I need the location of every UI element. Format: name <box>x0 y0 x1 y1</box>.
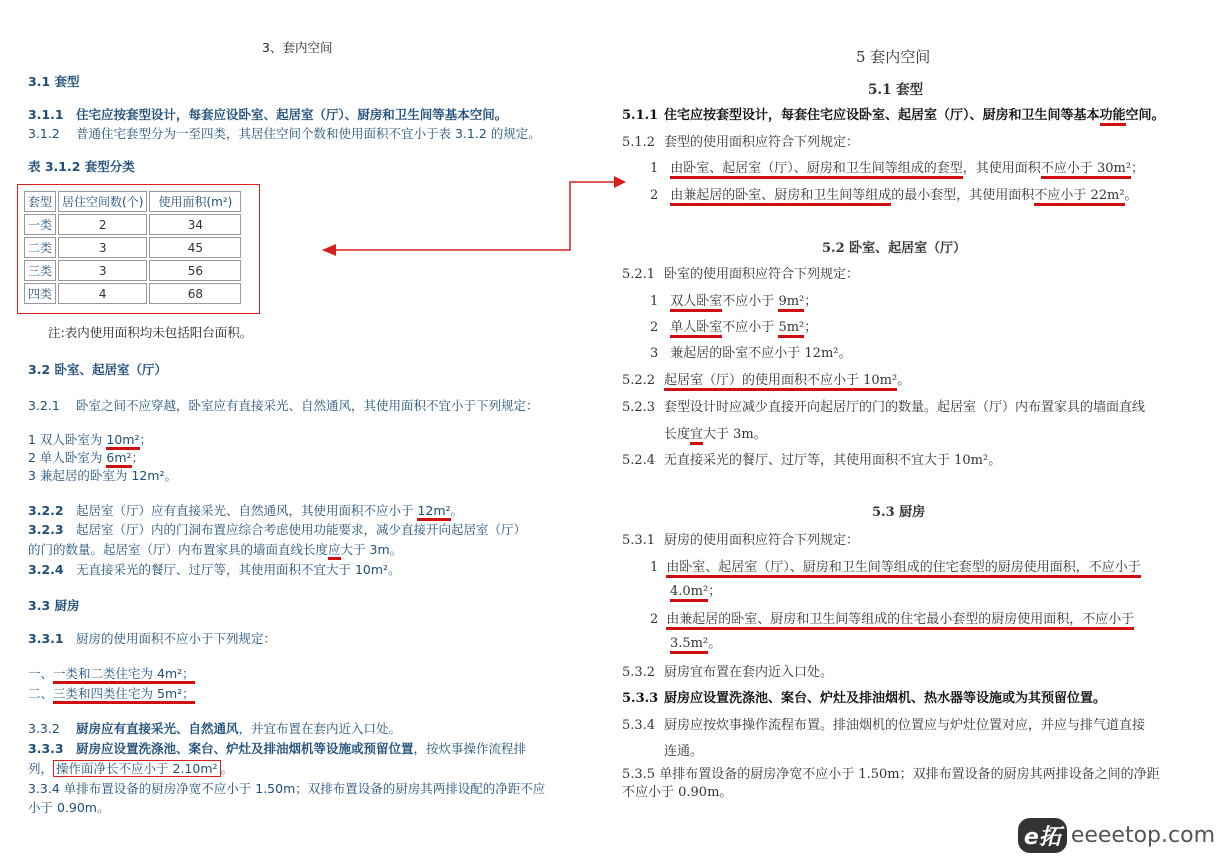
clause-number: 3.2.2 <box>28 503 64 518</box>
right-bedroom-item-3 <box>650 342 852 361</box>
right-clause-5-3-4-cont: 连通。 <box>664 744 704 759</box>
left-kitchen-item-2 <box>28 684 195 702</box>
item-text: ； <box>1131 161 1145 176</box>
clause-text: 住宅应按套型设计，每套应设卧室、起居室（厅）、厨房和卫生间等基本空间。 <box>76 107 508 122</box>
right-kitchen-item-2 <box>650 608 1134 627</box>
table-header: 使用面积(m²) <box>149 191 241 212</box>
right-kitchen-item-1 <box>650 556 1141 575</box>
underlined-text: 由卧室、起居室（厅）、厨房和卫生间等组成的套型 <box>670 161 963 179</box>
underlined-value: 三类和四类住宅为 5m²； <box>53 686 195 704</box>
right-section-5-1: 5.1 套型 <box>868 82 924 98</box>
item-text: 的最小套型，其使用面积 <box>891 188 1035 203</box>
item-text: 不应小于 <box>722 294 779 309</box>
clause-text: 大于 3m。 <box>703 427 767 442</box>
item-text: ； <box>131 450 145 465</box>
table-cell: 56 <box>149 260 241 281</box>
underlined-value: 9m² <box>778 294 804 312</box>
right-clause-5-2-3 <box>622 396 1145 415</box>
right-clause-5-3-3 <box>622 687 1106 706</box>
clause-number: 3.1.1 <box>28 107 64 122</box>
underlined-value: 4.0m² <box>670 584 708 602</box>
table-row <box>24 214 241 235</box>
clause-number: 5.2.4 <box>622 453 656 468</box>
right-clause-5-1-2 <box>622 131 859 150</box>
table-cell: 3 <box>58 237 147 258</box>
item-text: 不应小于 <box>722 320 779 335</box>
clause-text: 起居室（厅）内的门洞布置应综合考虑使用功能要求，减少直接开向起居室（厅） <box>76 522 527 537</box>
left-clause-3-2-3 <box>28 520 526 538</box>
table-cell: 四类 <box>24 283 56 304</box>
left-clause-3-2-4 <box>28 560 401 578</box>
clause-text: 套型的使用面积应符合下列规定： <box>664 135 860 150</box>
clause-text: 空间。 <box>1125 108 1165 123</box>
item-number: 2 <box>650 320 659 335</box>
left-section-3-3: 3.3 厨房 <box>28 598 80 613</box>
right-chapter-title: 5 套内空间 <box>856 48 931 66</box>
right-section-5-3: 5.3 厨房 <box>872 505 926 520</box>
left-clause-3-3-3 <box>28 739 526 757</box>
underlined-text: 由卧室、起居室（厅）、厨房和卫生间等组成的住宅套型的厨房使用面积，不应小于 <box>666 560 1141 578</box>
clause-number: 5.1.2 <box>622 135 656 150</box>
item-text: 兼起居的卧室不应小于 12m²。 <box>670 346 852 361</box>
item-number: 3 <box>650 346 659 361</box>
underlined-value: 不应小于 30m² <box>1041 161 1131 179</box>
left-section-3-1: 3.1 套型 <box>28 74 80 89</box>
right-clause-5-3-1 <box>622 529 859 548</box>
right-clause-5-2-2 <box>622 369 910 388</box>
table-cell: 三类 <box>24 260 56 281</box>
comparison-arrow <box>300 170 630 270</box>
left-clause-3-2-1 <box>28 396 539 414</box>
table-cell: 一类 <box>24 214 56 235</box>
right-item-5-1-2-2 <box>650 184 1138 203</box>
item-text: ； <box>804 294 818 309</box>
right-kitchen-item-1-cont <box>670 580 721 599</box>
underlined-text: 由兼起居的卧室、厨房和卫生间等组成 <box>670 188 891 206</box>
left-clause-3-3-1 <box>28 629 276 647</box>
left-clause-3-1-2 <box>28 124 541 142</box>
clause-text: 卧室之间不应穿越，卧室应有直接采光、自然通风，其使用面积不宜小于下列规定： <box>76 398 539 413</box>
clause-text: 大于 3m。 <box>340 542 403 557</box>
left-clause-3-1-1 <box>28 105 507 123</box>
left-bedroom-item-2 <box>28 448 144 466</box>
item-text: 2 单人卧室为 <box>28 450 107 465</box>
left-bedroom-item-1 <box>28 430 152 448</box>
clause-text: 普通住宅套型分为一至四类，其居住空间个数和使用面积不宜小于表 3.1.2 的规定。 <box>76 126 541 141</box>
right-bedroom-item-2 <box>650 316 817 335</box>
left-clause-3-3-3-cont <box>28 759 233 777</box>
item-text: ； <box>804 320 818 335</box>
table-cell: 45 <box>149 237 241 258</box>
right-clause-5-2-4 <box>622 449 1001 468</box>
right-clause-5-3-2 <box>622 661 833 680</box>
table-cell: 34 <box>149 214 241 235</box>
table-header: 居住空间数(个) <box>58 191 147 212</box>
underlined-text: 双人卧室 <box>670 294 722 312</box>
clause-text: 厨房应按炊事操作流程布置。排油烟机的位置应与炉灶位置对应，并应与排气道直接 <box>664 718 1146 733</box>
clause-number: 5.3.1 <box>622 533 656 548</box>
table-cell: 4 <box>58 283 147 304</box>
item-number: 1 <box>650 161 659 176</box>
item-text: 。 <box>1124 188 1138 203</box>
clause-text: 厨房宜布置在套内近入口处。 <box>664 665 834 680</box>
table-row <box>24 260 241 281</box>
site-watermark <box>1018 818 1215 853</box>
table-cell: 3 <box>58 260 147 281</box>
table-row <box>24 283 241 304</box>
table-cell: 二类 <box>24 237 56 258</box>
clause-text: ，并宜布置在套内近入口处。 <box>238 721 402 736</box>
item-number: 2 <box>650 612 659 627</box>
right-item-5-1-2-1 <box>650 157 1144 176</box>
left-clause-3-3-2 <box>28 719 401 737</box>
item-number: 1 <box>650 294 659 309</box>
item-number: 1 <box>650 560 659 575</box>
right-clause-5-2-1 <box>622 263 859 282</box>
right-clause-5-3-4 <box>622 714 1145 733</box>
item-text: 。 <box>708 636 722 651</box>
table-note: 注:表内使用面积均未包括阳台面积。 <box>48 325 253 340</box>
left-clause-3-3-4: 3.3.4 单排布置设备的厨房净宽不应小于 1.50m；双排布置设备的厨房其两排设配的净距不应 <box>28 781 546 796</box>
clause-number: 3.1.2 <box>28 126 60 141</box>
housing-type-table <box>22 189 243 306</box>
clause-bold-text: 厨房应有直接采光、自然通风 <box>76 721 239 736</box>
underlined-word: 应 <box>328 542 341 560</box>
clause-text: 起居室（厅）应有直接采光、自然通风，其使用面积不应小于 <box>76 503 418 518</box>
underlined-value: 5m² <box>778 320 804 338</box>
item-text: ； <box>139 432 153 447</box>
clause-number: 5.3.2 <box>622 665 656 680</box>
underlined-text: 起居室（厅）的使用面积不应小于 10m² <box>664 373 897 391</box>
underlined-value: 不应小于 22m² <box>1034 188 1124 206</box>
clause-text: 列， <box>28 761 54 776</box>
clause-text: 无直接采光的餐厅、过厅等，其使用面积不宜大于 10m²。 <box>76 562 401 577</box>
clause-text: ，按炊事操作流程排 <box>413 741 527 756</box>
watermark-site: eeeetop.com <box>1070 823 1215 848</box>
underlined-value: 6m² <box>106 450 131 468</box>
clause-number: 5.2.1 <box>622 267 656 282</box>
table-title: 表 3.1.2 套型分类 <box>28 159 135 174</box>
left-section-3-2: 3.2 卧室、起居室（厅） <box>28 362 167 377</box>
table-header-row <box>24 191 241 212</box>
clause-number: 3.3.2 <box>28 721 60 736</box>
table-cell: 68 <box>149 283 241 304</box>
clause-number: 5.3.3 <box>622 691 659 706</box>
clause-text: 的门的数量。起居室（厅）内布置家具的墙面直线长度 <box>28 542 329 557</box>
left-chapter-title: 3、套内空间 <box>262 40 333 55</box>
clause-text: 厨房的使用面积应符合下列规定： <box>664 533 860 548</box>
clause-text: 卧室的使用面积应符合下列规定： <box>664 267 860 282</box>
watermark-logo: e拓 <box>1018 818 1067 853</box>
item-text: ，其使用面积 <box>962 161 1041 176</box>
clause-number: 3.2.3 <box>28 522 64 537</box>
clause-text: 长度 <box>664 427 691 442</box>
right-clause-5-3-5: 5.3.5 单排布置设备的厨房净宽不应小于 1.50m；双排布置设备的厨房其两排设备之间的净距 <box>622 767 1160 782</box>
clause-number: 5.1.1 <box>622 108 659 123</box>
left-clause-3-2-3-cont <box>28 540 402 558</box>
boxed-requirement: 操作面净长不应小于 2.10m² <box>53 760 221 777</box>
clause-number: 5.2.3 <box>622 400 656 415</box>
left-kitchen-item-1 <box>28 664 195 682</box>
table-cell: 2 <box>58 214 147 235</box>
clause-text: 住宅应按套型设计，每套住宅应设卧室、起居室（厅）、厨房和卫生间等基本 <box>664 108 1100 123</box>
clause-text: 套型设计时应减少直接开向起居厅的门的数量。起居室（厅）内布置家具的墙面直线 <box>664 400 1146 415</box>
underlined-value: 10m² <box>106 432 139 450</box>
clause-number: 5.3.4 <box>622 718 656 733</box>
clause-text: 厨房应设置洗涤池、案台、炉灶及排油烟机、热水器等设施或为其预留位置。 <box>664 691 1107 706</box>
right-section-5-2: 5.2 卧室、起居室（厅） <box>822 241 967 256</box>
clause-number: 3.3.1 <box>28 631 64 646</box>
clause-number: 3.2.4 <box>28 562 64 577</box>
item-text: 1 双人卧室为 <box>28 432 107 447</box>
underlined-value: 3.5m² <box>670 636 708 654</box>
clause-text: 。 <box>450 503 464 518</box>
item-text: 二、 <box>28 686 54 701</box>
clause-number: 5.2.2 <box>622 373 656 388</box>
item-text: ； <box>708 584 722 599</box>
underlined-word: 功能 <box>1100 108 1126 126</box>
right-clause-5-1-1 <box>622 104 1165 123</box>
underlined-value: 12m² <box>417 503 450 521</box>
table-row <box>24 237 241 258</box>
clause-bold-text: 厨房应设置洗涤池、案台、炉灶及排油烟机等设施或预留位置 <box>76 741 414 756</box>
clause-number: 3.3.3 <box>28 741 64 756</box>
left-clause-3-2-2 <box>28 501 463 519</box>
right-clause-5-2-3-cont <box>664 423 767 442</box>
underlined-value: 一类和二类住宅为 4m²； <box>53 666 195 684</box>
item-number: 2 <box>650 188 659 203</box>
underlined-text: 由兼起居的卧室、厨房和卫生间等组成的住宅最小套型的厨房使用面积，不应小于 <box>666 612 1134 630</box>
underlined-word: 宜 <box>690 427 703 445</box>
right-clause-5-3-5-cont: 不应小于 0.90m。 <box>622 785 733 800</box>
item-text: 3 兼起居的卧室为 12m²。 <box>28 468 177 483</box>
clause-number: 3.2.1 <box>28 398 60 413</box>
item-text: 一、 <box>28 666 54 681</box>
left-clause-3-3-4-cont: 小于 0.90m。 <box>28 800 110 815</box>
clause-text: 厨房的使用面积不应小于下列规定： <box>76 631 277 646</box>
table-header: 套型 <box>24 191 56 212</box>
clause-text: 无直接采光的餐厅、过厅等，其使用面积不宜大于 10m²。 <box>664 453 1002 468</box>
right-kitchen-item-2-cont <box>670 632 721 651</box>
left-bedroom-item-3 <box>28 466 177 484</box>
right-bedroom-item-1 <box>650 290 817 309</box>
clause-text: 。 <box>220 761 234 776</box>
clause-text: 。 <box>897 373 911 388</box>
underlined-text: 单人卧室 <box>670 320 722 338</box>
